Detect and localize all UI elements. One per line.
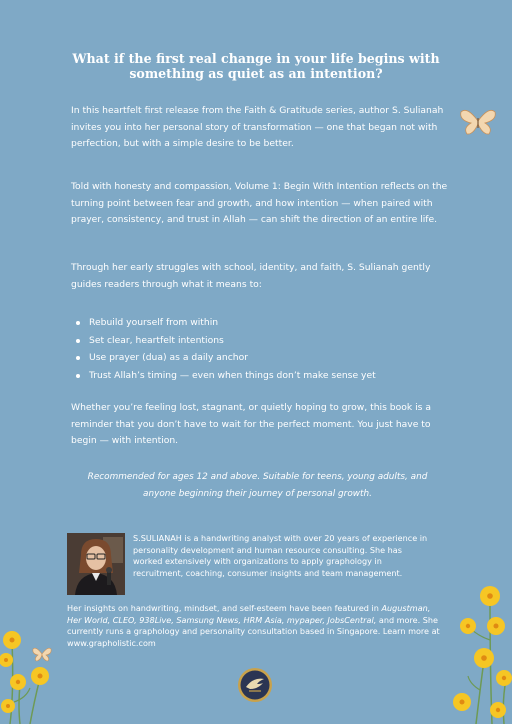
featured-outlets: Augustman, Her World, CLEO, 938Live, Samsung News, HRM Asia, mypaper, JobsCentral, bbox=[67, 603, 431, 625]
list-item: Rebuild yourself from within bbox=[71, 314, 441, 332]
yellow-flowers-decoration bbox=[0, 622, 70, 724]
story-paragraph: Told with honesty and compassion, Volume 1: Begin With Intention reflects on the turning point between fear and growth, and how intention — when paired with prayer, consistency, and trust in Allah — can shift the direction of an entire life. bbox=[71, 181, 448, 225]
butterfly-icon bbox=[459, 106, 497, 136]
list-item: Trust Allah’s timing — even when things don’t make sense yet bbox=[71, 367, 441, 385]
publisher-logo bbox=[237, 667, 273, 703]
author-photo bbox=[67, 533, 125, 595]
list-item: Use prayer (dua) as a daily anchor bbox=[71, 349, 441, 367]
list-item: Set clear, heartfelt intentions bbox=[71, 332, 441, 350]
age-recommendation: Recommended for ages 12 and above. Suitable for teens, young adults, and anyone beginning their journey of personal growth. bbox=[87, 472, 428, 499]
author-featured: Her insights on handwriting, mindset, and self-esteem have been featured in Augustman, Her World, CLEO, 938Live, Samsung News, HRM Asia, mypaper, JobsCentral, and more. She currently runs a graphology and personality consultation based in Singapore. Learn more at www.grapholistic.com bbox=[67, 603, 440, 648]
yellow-flowers-decoration bbox=[440, 580, 512, 724]
author-bio: S.SULIANAH is a handwriting analyst with over 20 years of experience in personality development and human resource consulting. She has worked extensively with organizations to apply graphology in recruitment, coaching, consumer insights and team management. bbox=[133, 533, 428, 578]
guide-paragraph: Through her early struggles with school, identity, and faith, S. Sulianah gently guides readers through what it means to: bbox=[71, 262, 431, 290]
closing-paragraph: Whether you’re feeling lost, stagnant, or quietly hoping to grow, this book is a reminder that you don’t have to wait for the perfect moment. You just have to begin — with intention. bbox=[71, 402, 431, 446]
bullet-list bbox=[71, 314, 441, 384]
intro-paragraph: In this heartfelt first release from the Faith & Gratitude series, author S. Sulianah invites you into her personal story of transformation — one that began not with perfection, but with a simple desire to be better. bbox=[71, 105, 444, 149]
headline: What if the first real change in your life begins with something as quiet as an intention? bbox=[72, 51, 440, 81]
